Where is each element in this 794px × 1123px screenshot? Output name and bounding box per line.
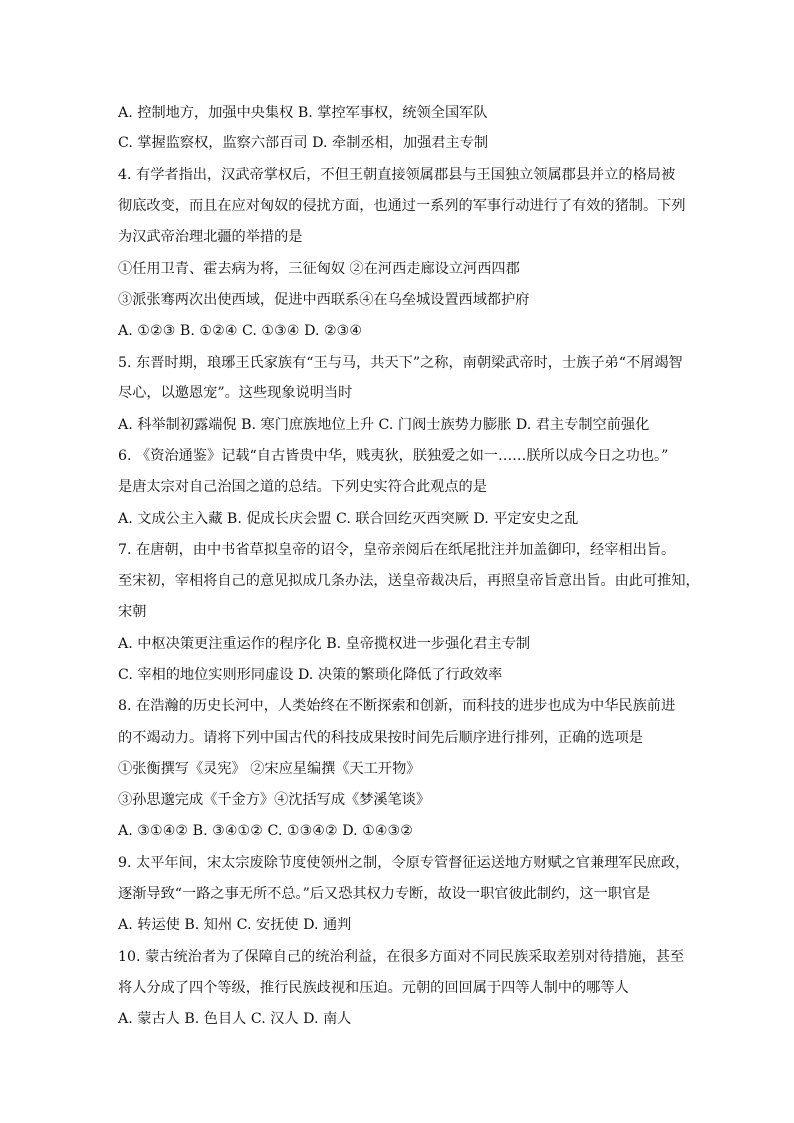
q8-stem-line-2: 的不竭动力。请将下列中国古代的科技成果按时间先后顺序进行排列，正确的选项是	[118, 730, 643, 746]
q10-stem-line-2: 将人分成了四个等级，推行民族歧视和压迫。元朝的回回属于四等人制中的哪等人	[118, 980, 629, 996]
q5-stem-line-2: 尽心，以邀恩宠”。这些现象说明当时	[118, 385, 353, 401]
q5-options: A. 科举制初露端倪 B. 寒门庶族地位上升 C. 门阀士族势力膨胀 D. 君主专制空前强化	[118, 417, 650, 433]
q8-options: A. ③①④② B. ③④①② C. ①③④② D. ①④③②	[118, 823, 413, 839]
q10-stem-line-1: 10. 蒙古统治者为了保障自己的统治利益，在很多方面对不同民族采取差别对待措施，甚至	[118, 949, 685, 965]
q8-items-line-1: ①张衡撰写《灵宪》 ②宋应星编撰《天工开物》	[118, 761, 421, 777]
q3-options-ab: A. 控制地方，加强中央集权 B. 掌控军事权，统领全国军队	[118, 105, 488, 121]
q9-stem-line-1: 9. 太平年间，宋太宗废除节度使领州之制，令原专管督征运送地方财赋之官兼理军民庶政，	[118, 855, 690, 871]
q7-stem-line-3: 宋朝	[118, 604, 147, 620]
q4-stem-line-3: 为汉武帝治理北疆的举措的是	[118, 229, 303, 245]
q10-options: A. 蒙古人 B. 色目人 C. 汉人 D. 南人	[118, 1011, 352, 1027]
q7-options-ab: A. 中枢决策更注重运作的程序化 B. 皇帝揽权进一步强化君主专制	[118, 636, 531, 652]
q8-items-line-2: ③孙思邈完成《千金方》④沈括写成《梦溪笔谈》	[118, 792, 431, 808]
q7-stem-line-2: 至宋初，宰相将自己的意见拟成几条办法，送皇帝裁决后，再照皇帝旨意出旨。由此可推知，	[118, 573, 700, 589]
q6-stem-line-2: 是唐太宗对自己治国之道的总结。下列史实符合此观点的是	[118, 479, 487, 495]
q3-options-cd: C. 掌握监察权，监察六部百司 D. 牵制丞相，加强君主专制	[118, 135, 489, 151]
q7-options-cd: C. 宰相的地位实则形同虚设 D. 决策的繁琐化降低了行政效率	[118, 667, 503, 683]
q4-stem-line-1: 4. 有学者指出，汉武帝掌权后，不但王朝直接领属郡县与王国独立领属郡县并立的格局被	[118, 167, 676, 183]
q4-stem-line-2: 彻底改变，而且在应对匈奴的侵扰方面，也通过一系列的军事行动进行了有效的猪制。下列	[118, 198, 686, 214]
q7-stem-line-1: 7. 在唐朝，由中书省草拟皇帝的诏令，皇帝亲阅后在纸尾批注并加盖御印，经宰相出旨。	[118, 542, 676, 558]
q6-stem-line-1: 6. 《资治通鉴》记载“自古皆贵中华，贱夷狄，朕独爱之如一……朕所以成今日之功也。”	[118, 448, 669, 464]
q4-items-line-1: ①任用卫青、霍去病为将，三征匈奴 ②在河西走廊设立河西四郡	[118, 261, 520, 277]
q9-options: A. 转运使 B. 知州 C. 安抚使 D. 通判	[118, 917, 352, 933]
q9-stem-line-2: 逐渐导致“一路之事无所不总。”后又恐其权力专断，故设一职官彼此制约，这一职官是	[118, 886, 651, 902]
q6-options: A. 文成公主入藏 B. 促成长庆会盟 C. 联合回纥灭西突厥 D. 平定安史之乱	[118, 511, 579, 527]
q4-options: A. ①②③ B. ①②④ C. ①③④ D. ②③④	[118, 323, 363, 339]
q4-items-line-2: ③派张骞两次出使西域，促进中西联系④在乌垒城设置西域都护府	[118, 292, 530, 308]
q5-stem-line-1: 5. 东晋时期，琅琊王氏家族有“王与马，共天下”之称，南朝梁武帝时，士族子弟“不屑竭智	[118, 355, 683, 371]
q8-stem-line-1: 8. 在浩瀚的历史长河中，人类始终在不断探索和创新，而科技的进步也成为中华民族前进	[118, 698, 676, 714]
